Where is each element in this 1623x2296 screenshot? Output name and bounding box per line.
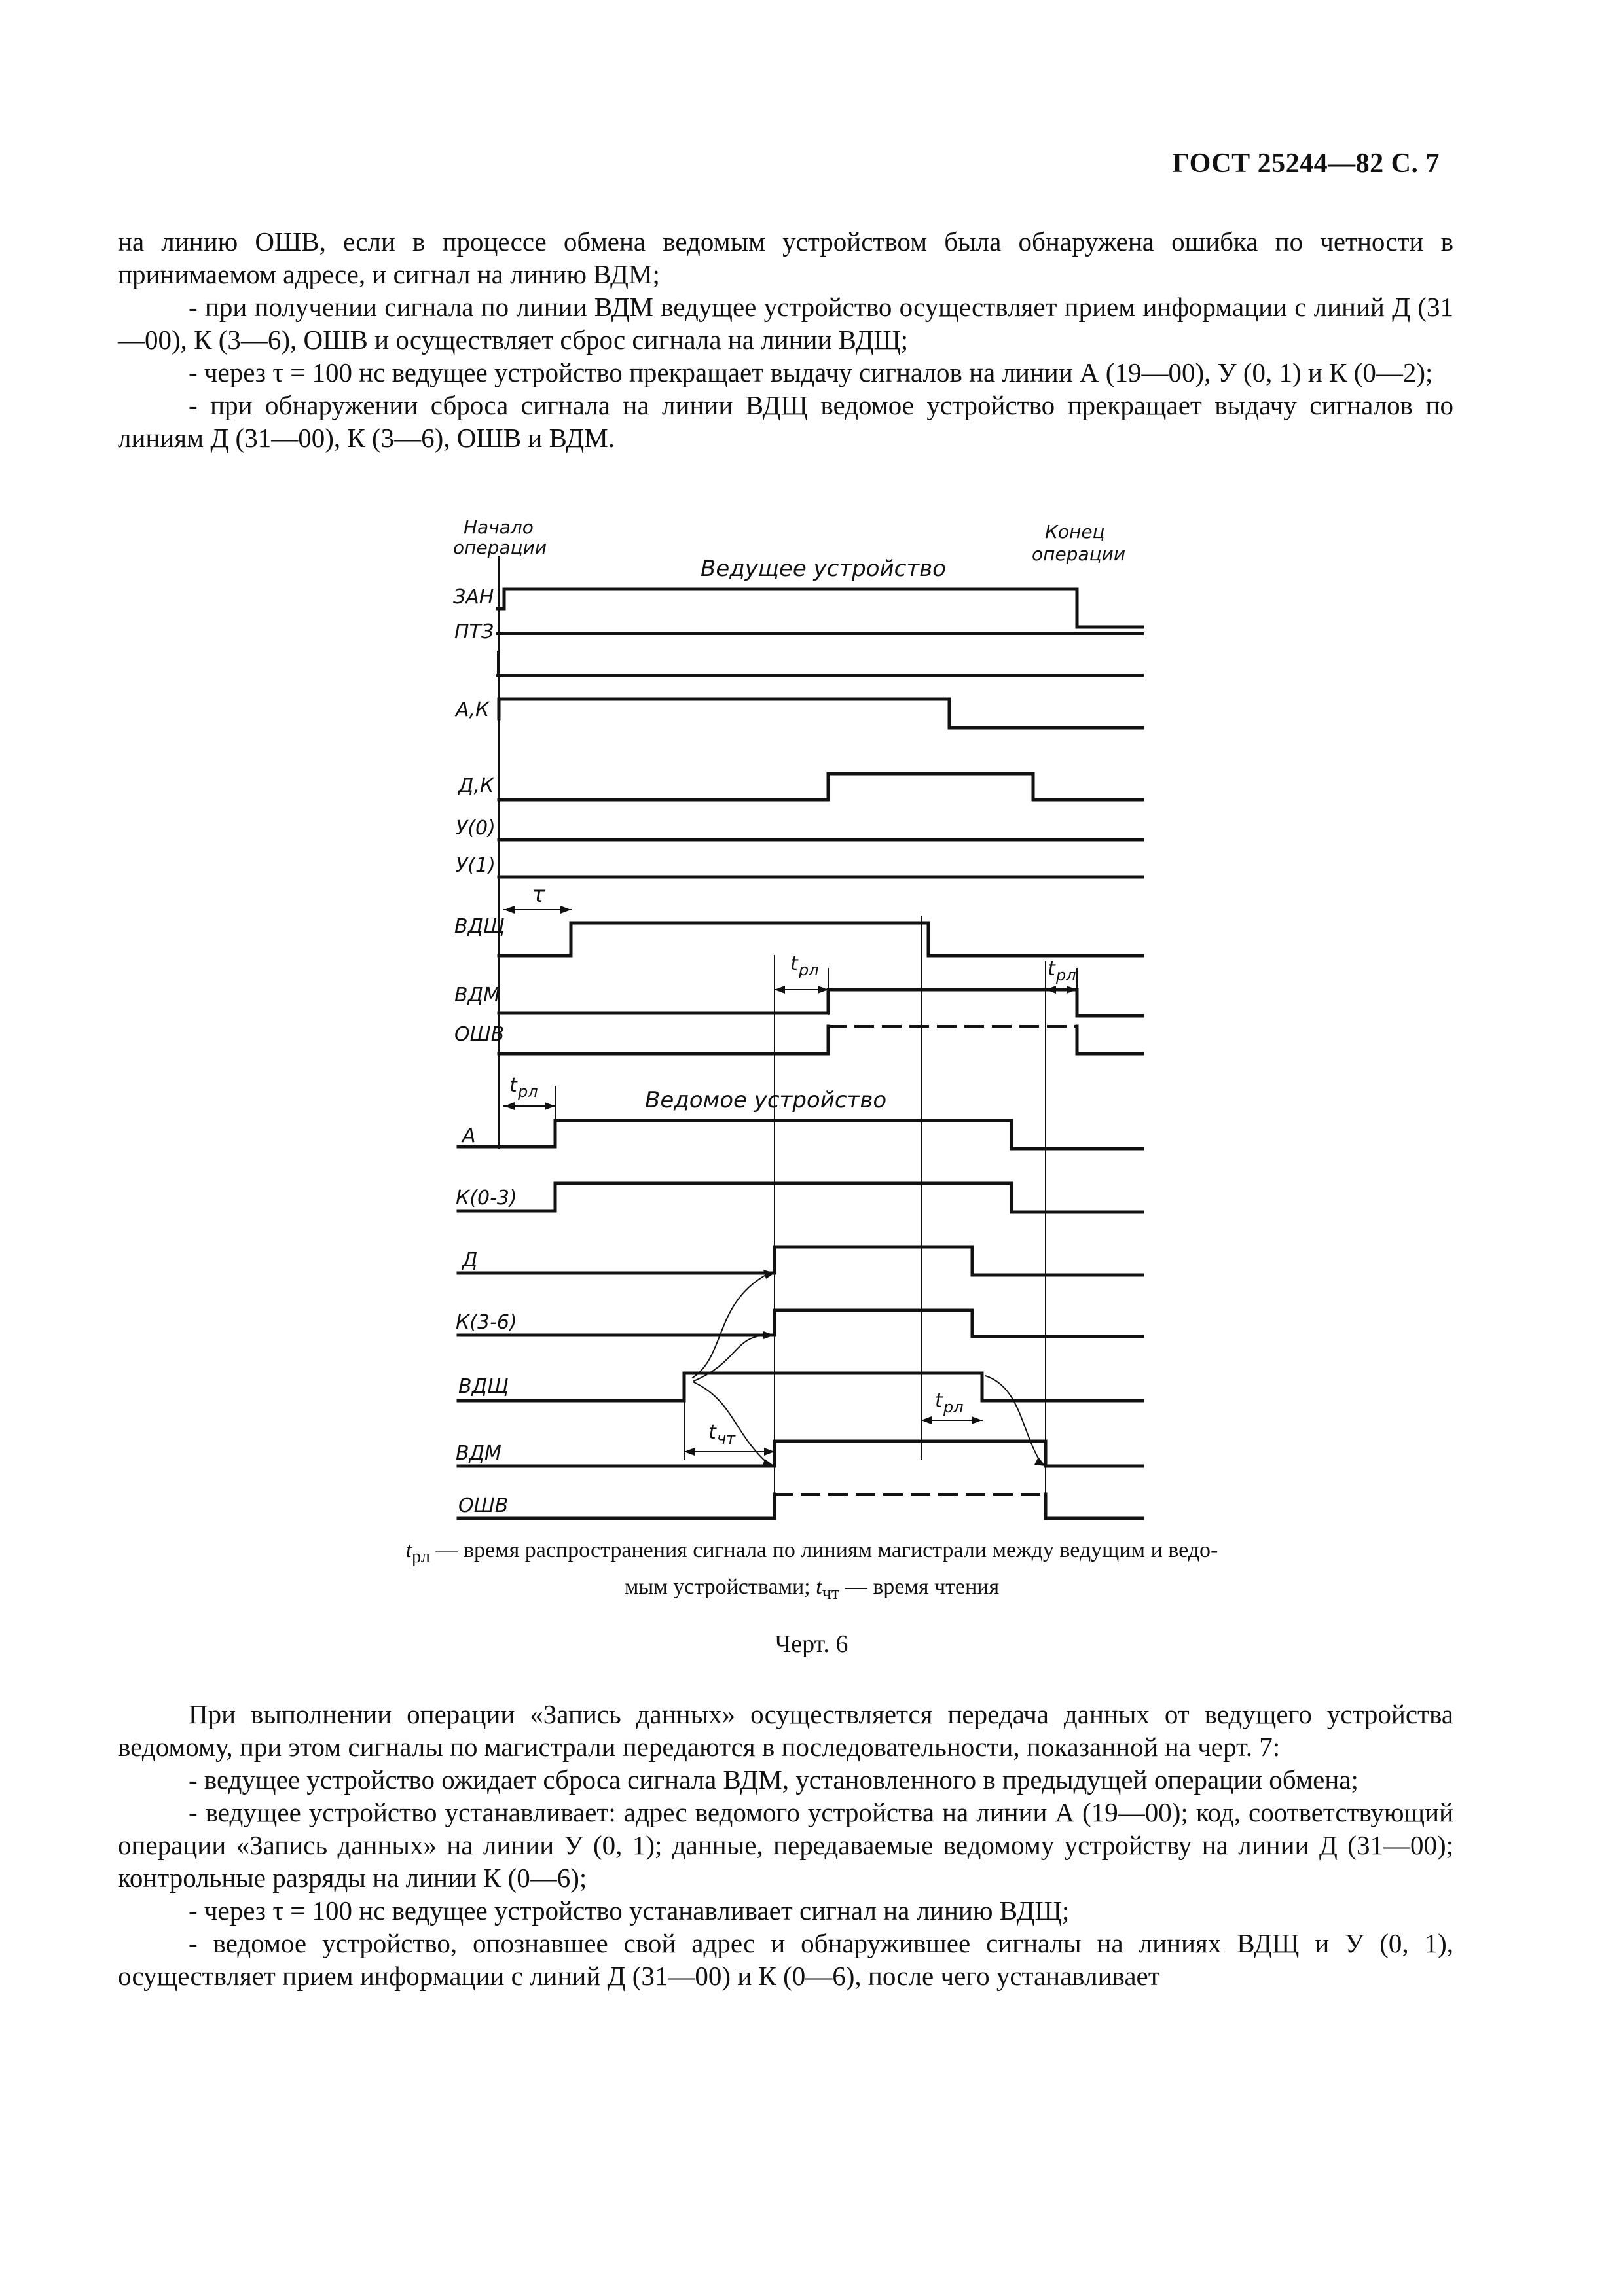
t-rl-label-3 bbox=[509, 1074, 538, 1101]
signal-label-vdsch-master: ВДЩ bbox=[454, 915, 505, 938]
signal-label-d: Д bbox=[462, 1249, 478, 1272]
slave-title: Ведомое устройство bbox=[645, 1087, 887, 1113]
signal-label-oshv-master: ОШВ bbox=[454, 1023, 505, 1046]
svg-text:t: t bbox=[509, 1074, 517, 1097]
t-rl-label-2 bbox=[1048, 958, 1076, 984]
paragraph-item: - ведущее устройство ожидает сброса сигнала ВДМ, установленного в предыдущей операции обмена; bbox=[189, 1765, 1359, 1795]
signal-oshv-master-trace bbox=[499, 1026, 828, 1054]
svg-text:t: t bbox=[935, 1390, 943, 1412]
paragraph-item: - ведомое устройство, опознавшее свой адрес и обнаружившее сигналы на линиях ВДЩ и У (0, 1), осуществляет прием информации с линий Д (31—00) и К (0—6), после чего устанавливает bbox=[118, 1928, 1453, 1991]
signal-d-trace bbox=[458, 1247, 1142, 1275]
start-label-2: операции bbox=[453, 537, 547, 558]
signal-label-vdsch-slave: ВДЩ bbox=[458, 1375, 509, 1398]
paragraph-item: - ведущее устройство устанавливает: адрес ведомого устройства на линии А (19—00); код, соответствующий операции «Запись данных» на линии У (0, 1); данные, передаваемые ведомому устройству на линии Д (31—00); контрольные разряды на линии К (0—6); bbox=[118, 1797, 1453, 1893]
paragraph-item: - при обнаружении сброса сигнала на линии ВДЩ ведомое устройство прекращает выдачу сигналов по линиям Д (31—00), К (3—6), ОШВ и ВДМ. bbox=[118, 390, 1453, 453]
end-label-1: Конец bbox=[1045, 521, 1105, 543]
paragraph-item: - через τ = 100 нс ведущее устройство прекращает выдачу сигналов на линии А (19—00), У (0, 1) и К (0—2); bbox=[189, 357, 1433, 387]
signal-vdsch-slave-trace bbox=[458, 1373, 1142, 1401]
signal-a-trace bbox=[458, 1121, 1142, 1149]
bottom-text-block bbox=[118, 1698, 1453, 1992]
signal-zan-trace bbox=[498, 589, 1142, 627]
signal-label-oshv-slave: ОШВ bbox=[458, 1494, 509, 1517]
svg-text:t: t bbox=[1048, 958, 1055, 980]
signal-label-ptz: ПТЗ bbox=[454, 620, 494, 643]
end-label-2: операции bbox=[1032, 543, 1126, 565]
paragraph-item: - через τ = 100 нс ведущее устройство устанавливает сигнал на линию ВДЩ; bbox=[189, 1895, 1070, 1926]
signal-label-ak: А,К bbox=[456, 698, 490, 721]
signal-label-u0: У(0) bbox=[456, 817, 496, 840]
master-title: Ведущее устройство bbox=[701, 556, 946, 582]
t-rl-label-1 bbox=[790, 952, 819, 979]
start-label-1: Начало bbox=[464, 516, 534, 538]
svg-text:t: t bbox=[790, 952, 798, 975]
figure-caption bbox=[354, 1535, 1270, 1609]
signal-label-dk: Д,К bbox=[458, 774, 494, 797]
svg-text:t: t bbox=[708, 1421, 716, 1444]
paragraph-continuation: на линию ОШВ, если в процессе обмена ведомым устройством была обнаружена ошибка по четности в принимаемом адресе, и сигнал на линию ВДМ; bbox=[118, 226, 1453, 289]
svg-text:чт: чт bbox=[717, 1429, 736, 1448]
signal-label-zan: ЗАН bbox=[453, 586, 494, 609]
signal-label-k03: К(0-3) bbox=[456, 1187, 517, 1210]
figure-label: Черт. 6 bbox=[775, 1630, 848, 1658]
signal-ak-trace bbox=[499, 699, 1142, 728]
signal-label-u1: У(1) bbox=[456, 854, 496, 877]
page-header: ГОСТ 25244—82 С. 7 bbox=[1172, 149, 1440, 179]
svg-text:рл: рл bbox=[518, 1083, 538, 1101]
signal-label-a: А bbox=[462, 1124, 476, 1147]
caption-line-1: $t_{рл}$ — время распространения сигнала по линиям магистрали между ведущим и ведо- bbox=[405, 1538, 1218, 1567]
signal-label-k36: К(3-6) bbox=[456, 1311, 517, 1334]
signal-k36-trace bbox=[458, 1310, 1142, 1336]
caption-line-2: мым устройствами; $t_{чт}$ — время чтения bbox=[624, 1574, 1000, 1604]
t-cht-label bbox=[708, 1421, 736, 1448]
svg-text:рл: рл bbox=[943, 1398, 964, 1416]
svg-text:рл: рл bbox=[799, 961, 819, 979]
tau-label: τ bbox=[532, 882, 545, 908]
paragraph-item: - при получении сигнала по линии ВДМ ведущее устройство осуществляет прием информации с линий Д (31—00), К (3—6), ОШВ и осуществляет сброс сигнала на линии ВДЩ; bbox=[118, 292, 1453, 355]
signal-k03-trace bbox=[458, 1183, 1142, 1212]
t-rl-label-4 bbox=[935, 1390, 964, 1416]
signal-dk-trace bbox=[499, 774, 1142, 800]
paragraph-intro: При выполнении операции «Запись данных» осуществляется передача данных от ведущего устройства ведомому, при этом сигналы по магистрали передаются в последовательности, показанной на черт. 7: bbox=[118, 1699, 1453, 1762]
signal-label-vdm-slave: ВДМ bbox=[456, 1442, 501, 1465]
signal-vdsch-master-trace bbox=[499, 923, 1142, 956]
svg-text:рл: рл bbox=[1056, 966, 1076, 984]
signal-label-vdm-master: ВДМ bbox=[454, 984, 500, 1007]
